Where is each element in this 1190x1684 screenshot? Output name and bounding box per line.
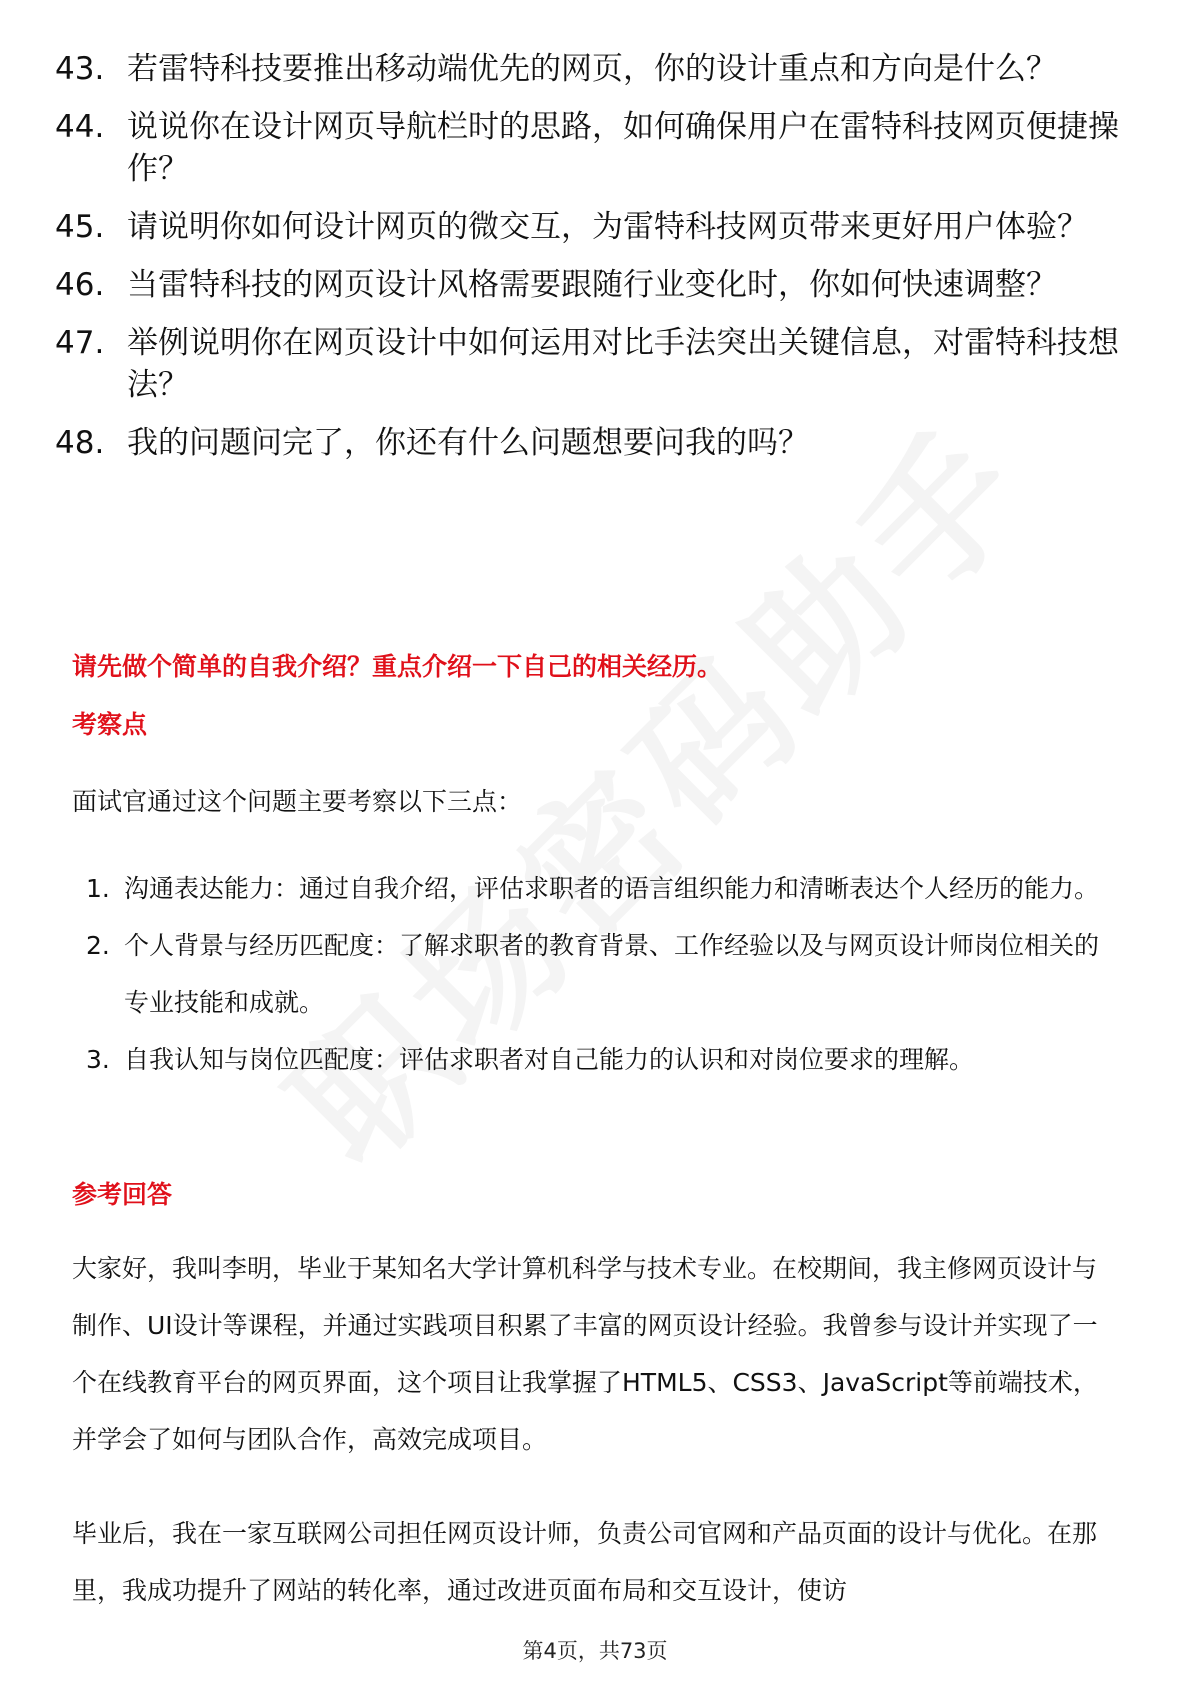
list-item — [55, 264, 1125, 306]
list-item — [72, 860, 1120, 917]
list-item — [72, 917, 1120, 1031]
intro-paragraph: 面试官通过这个问题主要考察以下三点： — [72, 787, 523, 816]
question-text: 若雷特科技要推出移动端优先的网页，你的设计重点和方向是什么？ — [127, 51, 1057, 87]
question-text: 说说你在设计网页导航栏时的思路，如何确保用户在雷特科技网页便捷操作？ — [127, 109, 1119, 187]
list-item — [55, 322, 1125, 406]
question-number: 45. — [55, 209, 105, 245]
focus-list — [72, 860, 1120, 1088]
question-number: 46. — [55, 267, 105, 303]
answer-section-title: 参考回答 — [72, 1180, 173, 1209]
list-item — [55, 206, 1125, 248]
question-text: 当雷特科技的网页设计风格需要跟随行业变化时，你如何快速调整？ — [127, 267, 1057, 303]
question-text: 我的问题问完了，你还有什么问题想要问我的吗？ — [127, 425, 809, 461]
list-item — [72, 1031, 1120, 1088]
page-footer: 第4页，共73页 — [522, 1639, 668, 1663]
question-number: 48. — [55, 425, 105, 461]
item-text: 自我认知与岗位匹配度：评估求职者对自己能力的认识和对岗位要求的理解。 — [124, 1045, 975, 1074]
item-number: 2. — [86, 931, 110, 960]
focus-section-title: 考察点 — [72, 710, 148, 739]
answer-paragraph: 大家好，我叫李明，毕业于某知名大学计算机科学与技术专业。在校期间，我主修网页设计与制作、UI设计等课程，并通过实践项目积累了丰富的网页设计经验。我曾参与设计并实现了一个在线教育平台的网页界面，这个项目让我掌握了HTML5、CSS3、JavaScript等前端技术，并学会了如何与团队合作，高效完成项目。 — [72, 1254, 1098, 1454]
list-item — [55, 422, 1125, 464]
item-text: 个人背景与经历匹配度：了解求职者的教育背景、工作经验以及与网页设计师岗位相关的专业技能和成就。 — [124, 931, 1100, 1017]
list-item — [55, 106, 1125, 190]
item-text: 沟通表达能力：通过自我介绍，评估求职者的语言组织能力和清晰表达个人经历的能力。 — [124, 874, 1100, 903]
question-text: 请说明你如何设计网页的微交互，为雷特科技网页带来更好用户体验？ — [127, 209, 1088, 245]
question-number: 43. — [55, 51, 105, 87]
question-list — [55, 48, 1125, 480]
question-number: 44. — [55, 109, 105, 145]
answer-paragraph: 毕业后，我在一家互联网公司担任网页设计师，负责公司官网和产品页面的设计与优化。在那里，我成功提升了网站的转化率，通过改进页面布局和交互设计，使访 — [72, 1519, 1098, 1605]
list-item — [55, 48, 1125, 90]
item-number: 1. — [86, 874, 110, 903]
question-text: 举例说明你在网页设计中如何运用对比手法突出关键信息，对雷特科技想法？ — [127, 325, 1119, 403]
question-number: 47. — [55, 325, 105, 361]
item-number: 3. — [86, 1045, 110, 1074]
lead-question-heading: 请先做个简单的自我介绍？重点介绍一下自己的相关经历。 — [72, 652, 723, 681]
